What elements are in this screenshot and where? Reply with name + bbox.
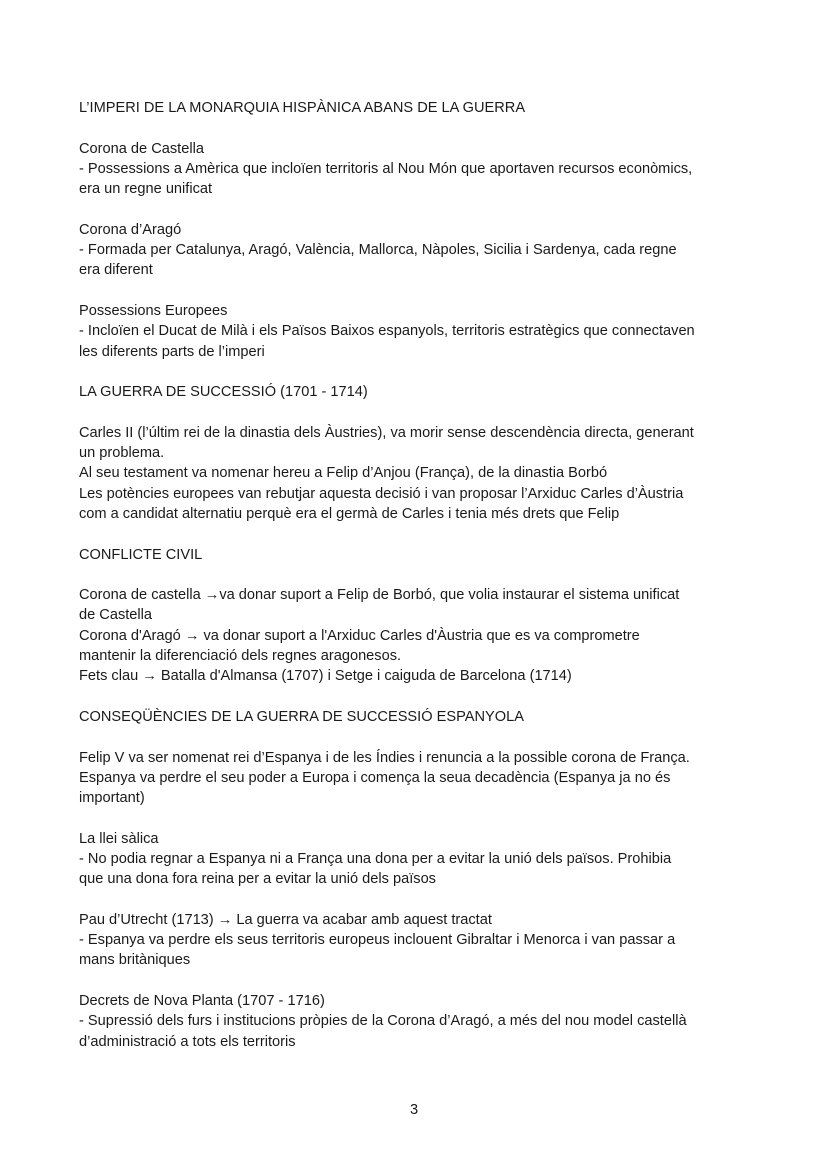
- text-line: mans britàniques: [79, 952, 191, 969]
- blank-line: [79, 687, 751, 707]
- text-line: de Castella: [79, 607, 153, 624]
- text-line: Fets clau → Batalla d'Almansa (1707) i Setge i caiguda de Barcelona (1714): [79, 668, 572, 685]
- text-line: CONSEQÜÈNCIES DE LA GUERRA DE SUCCESSIÓ ESPANYOLA: [79, 708, 524, 725]
- text-line: Corona de castella →va donar suport a Felip de Borbó, que volia instaurar el sistema unificat: [79, 587, 680, 604]
- text-line: - Possessions a Amèrica que incloïen territoris al Nou Món que aportaven recursos econòmics,: [79, 160, 693, 177]
- blank-line: [79, 281, 751, 301]
- blank-line: [79, 890, 751, 910]
- blank-line: [79, 971, 751, 991]
- text-line: - No podia regnar a Espanya ni a França una dona per a evitar la unió dels països. Prohibia: [79, 850, 672, 867]
- text-line: com a candidat alternatiu perquè era el germà de Carles i tenia més drets que Felip: [79, 505, 620, 522]
- page-number: 3: [409, 1102, 419, 1118]
- text-line: - Espanya va perdre els seus territoris europeus inclouent Gibraltar i Menorca i van passar a: [79, 932, 676, 949]
- blank-line: [79, 118, 751, 138]
- text-line: Corona d’Aragó: [79, 221, 182, 238]
- blank-line: [79, 524, 751, 544]
- blank-line: [79, 362, 751, 382]
- document-body: [79, 98, 751, 1052]
- text-line: Felip V va ser nomenat rei d’Espanya i de les Índies i renuncia a la possible corona de França.: [79, 749, 690, 766]
- text-line: mantenir la diferenciació dels regnes aragonesos.: [79, 648, 402, 665]
- text-line: era diferent: [79, 262, 153, 279]
- text-line: Decrets de Nova Planta (1707 - 1716): [79, 993, 325, 1010]
- blank-line: [79, 565, 751, 585]
- text-line: Carles II (l’últim rei de la dinastia dels Àustries), va morir sense descendència directa, generant: [79, 424, 694, 441]
- blank-line: [79, 402, 751, 422]
- text-line: L’IMPERI DE LA MONARQUIA HISPÀNICA ABANS DE LA GUERRA: [79, 100, 526, 116]
- text-line: Les potències europees van rebutjar aquesta decisió i van proposar l’Arxiduc Carles d’Àustria: [79, 485, 684, 502]
- text-line: - Formada per Catalunya, Aragó, València, Mallorca, Nàpoles, Sicilia i Sardenya, cada regne: [79, 242, 677, 259]
- text-line: Pau d’Utrecht (1713) → La guerra va acabar amb aquest tractat: [79, 911, 492, 928]
- text-line: que una dona fora reina per a evitar la unió dels països: [79, 871, 436, 888]
- blank-line: [79, 727, 751, 747]
- text-line: LA GUERRA DE SUCCESSIÓ (1701 - 1714): [79, 384, 368, 401]
- text-line: Al seu testament va nomenar hereu a Felip d’Anjou (França), de la dinastia Borbó: [79, 465, 608, 482]
- blank-line: [79, 808, 751, 828]
- text-line: important): [79, 790, 145, 807]
- text-line: - Supressió dels furs i institucions pròpies de la Corona d’Aragó, a més del nou model castellà: [79, 1013, 687, 1030]
- text-line: Corona d'Aragó → va donar suport a l'Arxiduc Carles d'Àustria que es va comprometre: [79, 627, 640, 644]
- text-line: d’administració a tots els territoris: [79, 1033, 296, 1050]
- blank-line: [79, 199, 751, 219]
- text-line: un problema.: [79, 445, 165, 462]
- text-line: era un regne unificat: [79, 181, 213, 198]
- text-line: Possessions Europees: [79, 302, 228, 319]
- text-line: Corona de Castella: [79, 140, 204, 157]
- text-line: les diferents parts de l’imperi: [79, 343, 265, 360]
- text-line: Espanya va perdre el seu poder a Europa i comença la seua decadència (Espanya ja no és: [79, 769, 671, 786]
- text-line: La llei sàlica: [79, 830, 159, 847]
- text-line: CONFLICTE CIVIL: [79, 546, 203, 563]
- text-line: - Incloïen el Ducat de Milà i els Països Baixos espanyols, territoris estratègics que connectaven: [79, 323, 695, 340]
